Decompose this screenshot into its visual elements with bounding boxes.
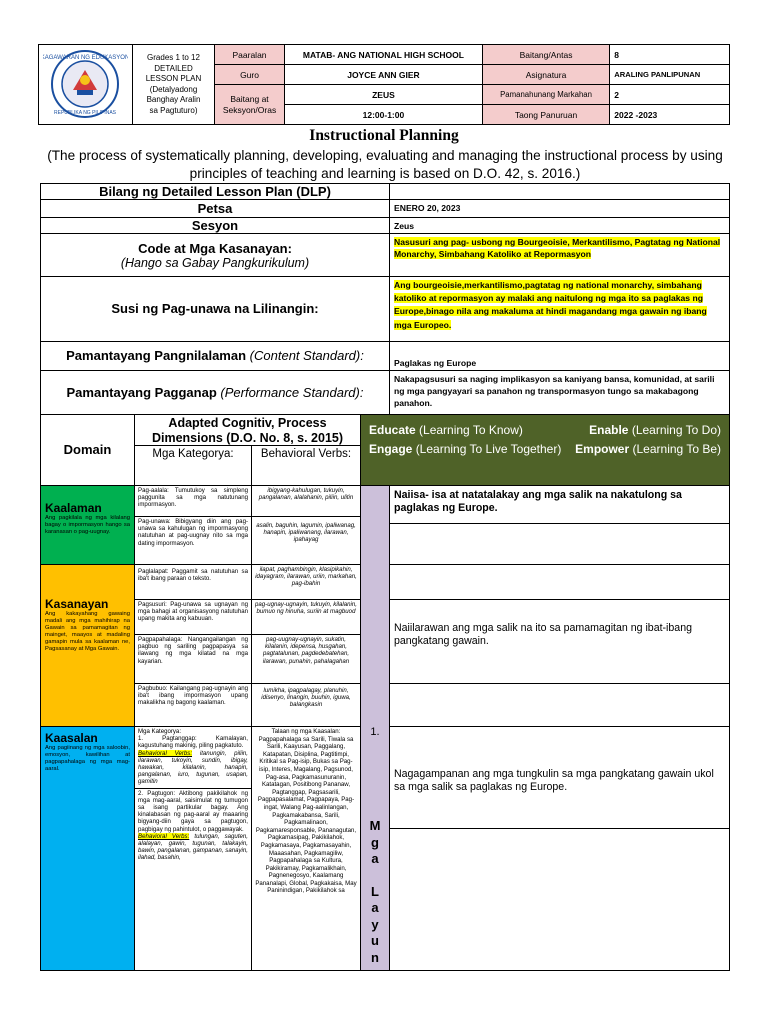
kaasalan-item1: 1. Pagtanggap: Kamalayan, kagustuhang makinig, piling pagkatuto. <box>138 735 248 750</box>
enable-sub: (Learning To Do) <box>631 423 721 437</box>
pg-label-cell <box>40 370 390 415</box>
page-title: Instructional Planning <box>309 127 459 144</box>
verbs-cell: pag-uugnay-ugnayin, sukatin, kilalanin, idepensa, husgahan, pagtatalunan, pagdedebatehan, ilarawan, punahin, pahalagahan <box>251 634 361 684</box>
domain-header: Domain <box>40 414 135 486</box>
kategorya-cell: Pag-aalala: Tumutukoy sa simpleng paggunita sa mga natutunang impormasyon. <box>134 485 252 517</box>
baitang-value: 8 <box>610 45 730 65</box>
verbs-cell: pag-ugnay-ugnayin, tukuyin, kilalanin, bumuo ng hinuha, suriin at magbuod <box>251 599 361 635</box>
asignatura-label: Asignatura <box>482 65 609 85</box>
dlp-label <box>133 45 215 125</box>
bv-label: Behavioral Verbs: <box>138 832 190 840</box>
objective-cell-empty <box>389 828 730 971</box>
sesyon-label: Sesyon <box>40 217 390 234</box>
empower-word: Empower <box>575 442 630 456</box>
kaalaman-title: Kaalaman <box>45 501 102 515</box>
verbs-header: Behavioral Verbs: <box>251 445 361 486</box>
kaalaman-desc: Ang pagkilala ng mga kilalang bagay o impormasyon hango sa karanasan o pag-uugnay. <box>45 515 130 535</box>
dlp-number-label: Bilang ng Detailed Lesson Plan (DLP) <box>40 183 390 200</box>
layunin-letter: n <box>371 949 379 965</box>
bv-text: itanungin, piliin, ilarawan, tukoyin, sundin, ibigay, hawakan, kilalanin, hanapin, pangalanan, iuro, tugunan, usapan, gamitin <box>138 749 249 786</box>
petsa-value: ENERO 20, 2023 <box>389 199 730 218</box>
kategorya-header: Mga Kategorya: <box>134 445 252 486</box>
kategorya-cell: Paglalapat: Paggamit sa natutuhan sa iba't ibang paraan o teksto. <box>134 564 252 600</box>
layunin-letter: a <box>371 851 379 866</box>
baitang-label: Baitang/Antas <box>482 45 609 65</box>
domain-kaalaman <box>40 485 135 565</box>
dlp-number-value <box>389 183 730 200</box>
pg-italic: (Performance Standard): <box>220 385 364 400</box>
verbs-cell: ibigyang-kahulugan, tukuyin, pangalanan, alalahanin, piliin, ulitin <box>251 485 361 517</box>
pp-value: Paglakas ng Europe <box>389 341 730 371</box>
adapted-header: Adapted Cognitiv, Process Dimensions (D.O. No. 8, s. 2015) <box>134 414 361 446</box>
paaralan-label: Paaralan <box>214 45 284 65</box>
enable-label <box>589 421 721 440</box>
objective-cell: Nagagampanan ang mga tungkulin sa mga pangkatang gawain ukol sa mga salik sa paglakas ng Europe. <box>389 726 730 829</box>
seksyon-label: Baitang at Seksyon/Oras <box>214 85 284 125</box>
pp-label: Pamantayang Pangnilalaman <box>66 348 247 363</box>
pp-label-cell <box>40 341 390 371</box>
susi-value: Ang bourgeoisie,merkantilismo,pagtatag ng national monarchy, simbahang katoliko at repormasyon ay malaki ang naitulong ng mga ito sa paglakas ng Europe,binago nila ang makaluma at hindi magandang mga gawain ng ibang mga Europeo. <box>394 280 707 330</box>
educate-word: Educate <box>369 423 416 437</box>
deped-seal-cell <box>39 45 133 125</box>
kategorya-cell: Pagbubuo: Kailangang pag-ugnayin ang iba't ibang impormasyon upang makalikha ng bagong kaalaman. <box>134 683 252 727</box>
dlp-line: Banghay Aralin <box>146 95 201 104</box>
layunin-column <box>360 485 390 971</box>
code-label-cell <box>40 233 390 277</box>
kaasalan-desc: Ang pagiinang ng mga saloobin, emosyon, kawilihan at pagpapahalaga ng mga mag-aaral. <box>45 745 130 772</box>
enable-word: Enable <box>589 423 629 437</box>
sesyon-value: Zeus <box>389 217 730 234</box>
susi-label: Susi ng Pag-unawa na Lilinangin: <box>40 276 390 342</box>
layunin-letter: a <box>371 900 379 915</box>
oras-value: 12:00-1:00 <box>285 105 483 125</box>
bv-label: Behavioral Verbs: <box>138 749 193 757</box>
empower-sub: (Learning To Be) <box>632 442 721 456</box>
pp-italic: (Content Standard): <box>249 348 364 363</box>
asignatura-value: ARALING PANLIPUNAN <box>610 65 730 85</box>
bv-text: tulungan, saguten, alalayan, gawin, tugunan, talakayin, bawin, pangalanan, gampanan, sanayin, ilahad, basahin, <box>138 832 248 862</box>
objective-cell: Naiisa- isa at natatalakay ang mga salik na nakatulong sa paglakas ng Europe. <box>389 485 730 524</box>
seksyon-value: ZEUS <box>285 85 483 105</box>
page-subtitle: (The process of systematically planning, developing, evaluating and managing the instructional process by using principles of teaching and learning is based on D.O. 42, s. 2016.) <box>47 148 723 181</box>
kaasalan-item1-verbs <box>138 750 248 786</box>
four-e-row2 <box>369 440 721 459</box>
layunin-letter: g <box>371 834 379 850</box>
taong-value: 2022 -2023 <box>610 105 730 125</box>
objective-cell: Naiilarawan ang mga salik na ito sa pamamagitan ng ibat-ibang pangkatang gawain. <box>389 599 730 684</box>
grades-label: Grades 1 to 12 <box>147 53 200 62</box>
header-table <box>38 44 730 125</box>
code-value: Nasusuri ang pag- usbong ng Bourgeoisie, Merkantilismo, Pagtatag ng National Monarchy, Simbahang Katoliko at Repormasyon <box>394 237 721 259</box>
deped-seal-icon <box>43 46 128 122</box>
engage-sub: (Learning To Live Together) <box>415 442 562 456</box>
domain-kasanayan <box>40 564 135 727</box>
taong-label: Taong Panuruan <box>482 105 609 125</box>
layunin-vertical <box>361 818 389 966</box>
dlp-line: (Detalyadong <box>149 84 198 94</box>
verbs-cell: asalin, baguhin, lagumin, ipaliwanag, hanapin, ipaliwanang, ilarawan, ipahayag <box>251 516 361 565</box>
markahan-label: Pamanahunang Markahan <box>482 85 609 105</box>
kaasalan-item2: 2. Pagtugon: Aktibong pakikilahok ng mga mag-aaral, saisimulat ng tumugon sa isang partikular bagay. Ang kinalabasan ng pag-aaral ay maaaring bigyang-diin gaya sa pagtugon, pagbigay ng pahintulot, o paggawayak. <box>135 788 251 833</box>
empower-label <box>575 440 721 459</box>
code-label: Code at Mga Kasanayan: <box>138 241 292 256</box>
dlp-line: sa Pagtuturo) <box>149 105 198 115</box>
layunin-letter: L <box>371 883 379 899</box>
domain-kaasalan <box>40 726 135 971</box>
kategorya-cell: Pagsusuri: Pag-unawa sa ugnayan ng mga bahagi at organisasyong natutuhan upang makita ang kabuuan. <box>134 599 252 635</box>
svg-text:KAGAWARAN NG EDUKASYON: KAGAWARAN NG EDUKASYON <box>43 54 128 61</box>
layunin-letter: M <box>369 818 381 833</box>
kaasalan-kategorya-cell <box>134 726 252 971</box>
four-e-header <box>360 414 730 486</box>
petsa-label: Petsa <box>40 199 390 218</box>
dlp-line: DETAILED <box>154 63 193 73</box>
verbs-cell: lumikha, ipagpalagay, planuhin, idisenyo, linangin, buuhin, iguwa, balangkasin <box>251 683 361 727</box>
dlp-line: LESSON PLAN <box>145 74 202 83</box>
layunin-letter: u <box>371 933 379 948</box>
kaasalan-item2-verbs <box>138 833 248 862</box>
kaasalan-title: Kaasalan <box>45 731 98 745</box>
kaasalan-intro: Mga Kategorya: <box>138 728 182 735</box>
layunin-number: 1. <box>370 726 380 738</box>
kasanayan-desc: Ang kakayahang gawaing madali ang mga mahihirap na Gawain sa pamamagitan ng mainget, maayos at madaling gamapin mula sa kaalaman ne, Pagsasanay at Mga Gawain. <box>45 611 130 652</box>
code-value-cell <box>389 233 730 277</box>
objective-cell <box>389 683 730 727</box>
pg-label: Pamantayang Pagganap <box>66 385 217 400</box>
code-sub: (Hango sa Gabay Pangkurikulum) <box>120 256 310 270</box>
pg-value: Nakapagsusuri sa naging implikasyon sa kaniyang bansa, komunidad, at sarili ng mga pangyayari sa panahon ng transpormasyon tungo sa makabagong panahon. <box>389 370 730 415</box>
educate-label <box>369 421 523 440</box>
kategorya-cell: Pag-unawa: Bibigyang diin ang pag-unawa sa kahulugan ng impormasyong natutuhan at pag-uugnay nito sa mga dating impormasyon. <box>134 516 252 565</box>
markahan-value: 2 <box>610 85 730 105</box>
objective-cell <box>389 523 730 565</box>
guro-value: JOYCE ANN GIER <box>285 65 483 85</box>
kategorya-cell: Pagpapahalaga: Nangangailangan ng pagbuo ng sariling pagpapasya sa ilawang ng mga kilatad na mga kayarian. <box>134 634 252 684</box>
objective-cell <box>389 564 730 600</box>
paaralan-value: MATAB- ANG NATIONAL HIGH SCHOOL <box>285 45 483 65</box>
layunin-letter <box>361 868 389 884</box>
four-e-row1 <box>369 421 721 440</box>
verbs-cell: ilapat, paghambingin, klasipikahin, idayagram, ilarawan, uriin, markahan, pag-ibahin <box>251 564 361 600</box>
svg-text:REPUBLIKA NG PILIPINAS: REPUBLIKA NG PILIPINAS <box>54 109 116 116</box>
engage-label <box>369 440 561 459</box>
layunin-letter: y <box>371 916 379 932</box>
kaasalan-verbs-cell: Talaan ng mga Kaasalan: Pagpapahalaga sa Sarili, Tiwala sa Sarili, Kaayusan, Paggalang, Katapatan, Disiplina, Pagtitimpi, Kritikal sa Pag-isip, Bukas sa Pag-isip, Interes, Magalang, Pagsunod, Pag-asa, Pagkamasunuranin, Katatagan, Positibong Pananaw, Pagtanggap, Pagsasarili, Pagpapasalamat, Pagpapaya, Pag-ingat, Walang Pag-aalinlangan, Pagkamakabansa, Sarili, Pagkamalinaon, Pagkamaresponsable, Pananagutan, Pagkamasipag, Pakikilahok, Pagkamasaya, Pagkamasayahin, Maaasahan, Pagkamagiliw, Pagpapahalaga sa Kultura, Pakikiramay, Pagkamalikhain, Pagnenegosyo, Kaalamang Pananalapi, Global, Pagkakaisa, May Paninindigan, Pakikilahok sa <box>251 726 361 971</box>
educate-sub: (Learning To Know) <box>419 423 523 437</box>
guro-label: Guro <box>214 65 284 85</box>
engage-word: Engage <box>369 442 413 456</box>
kasanayan-title: Kasanayan <box>45 597 109 611</box>
susi-value-cell <box>389 276 730 342</box>
